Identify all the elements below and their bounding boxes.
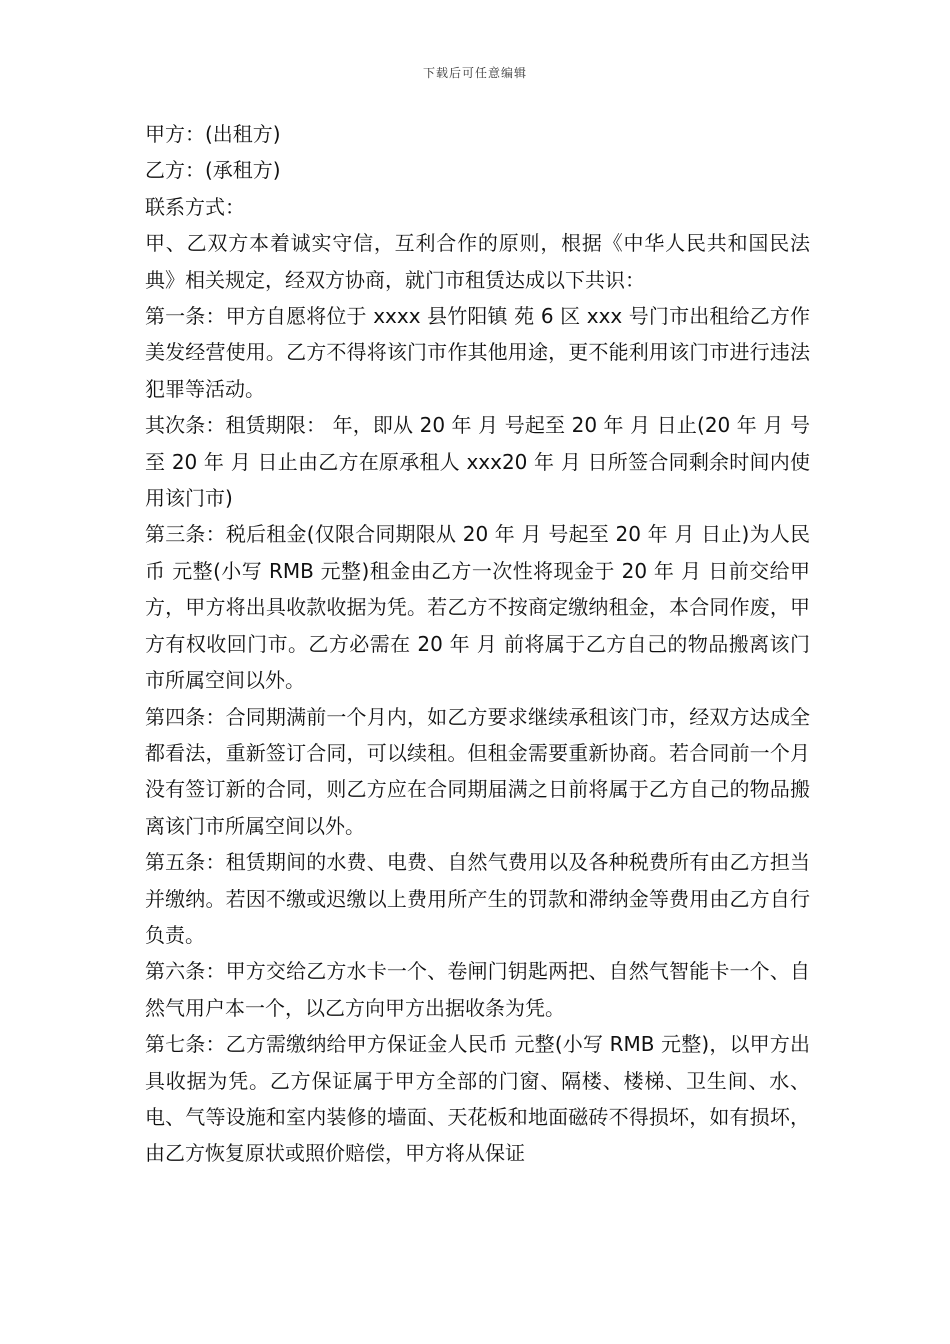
page-header-note: 下载后可任意编辑 [422, 66, 527, 80]
clause-1: 第一条：甲方自愿将位于 xxxx 县竹阳镇 苑 6 区 xxx 号门市出租给乙方作美发经营使用。乙方不得将该门市作其他用途，更不能利用该门市进行违法犯罪等活动。 [145, 304, 810, 401]
preamble-paragraph: 甲、乙双方本着诚实守信，互利合作的原则，根据《中华人民共和国民法典》相关规定，经双方协商，就门市租赁达成以下共识： [145, 231, 810, 292]
clause-6: 第六条：甲方交给乙方水卡一个、卷闸门钥匙两把、自然气智能卡一个、自然气用户本一个，以乙方向甲方出据收条为凭。 [145, 959, 810, 1020]
clause-2: 其次条：租赁期限： 年，即从 20 年 月 号起至 20 年 月 日止(20 年 月 号至 20 年 月 日止由乙方在原承租人 xxx20 年 月 日所签合同剩余时间内使用该门市) [145, 413, 810, 511]
party-b-line: 乙方：(承租方) [145, 158, 281, 183]
clause-3: 第三条：税后租金(仅限合同期限从 20 年 月 号起至 20 年 月 日止)为人民币 元整(小写 RMB 元整)租金由乙方一次性将现金于 20 年 月 日前交给甲方，甲方将出具收款收据为凭。若乙方不按商定缴纳租金，本合同作废，甲方有权收回门市。乙方必需在 20 年 月 前将属于乙方自己的物品搬离该门市所属空间以外。 [145, 522, 810, 693]
party-a-line: 甲方：(出租方) [145, 122, 281, 146]
clause-4: 第四条：合同期满前一个月内，如乙方要求继续承租该门市，经双方达成全都看法，重新签订合同，可以续租。但租金需要重新协商。若合同前一个月没有签订新的合同，则乙方应在合同期届满之日前将属于乙方自己的物品搬离该门市所属空间以外。 [145, 704, 810, 838]
clause-7: 第七条：乙方需缴纳给甲方保证金人民币 元整(小写 RMB 元整)，以甲方出具收据为凭。乙方保证属于甲方全部的门窗、隔楼、楼梯、卫生间、水、电、气等设施和室内装修的墙面、天花板和地面磁砖不得损坏，如有损坏，由乙方恢复原状或照价赔偿，甲方将从保证 [145, 1032, 810, 1166]
contract-body [145, 116, 810, 1172]
contact-line: 联系方式： [145, 194, 245, 219]
clause-5: 第五条：租赁期间的水费、电费、自然气费用以及各种税费所有由乙方担当并缴纳。若因不缴或迟缴以上费用所产生的罚款和滞纳金等费用由乙方自行负责。 [145, 850, 810, 947]
